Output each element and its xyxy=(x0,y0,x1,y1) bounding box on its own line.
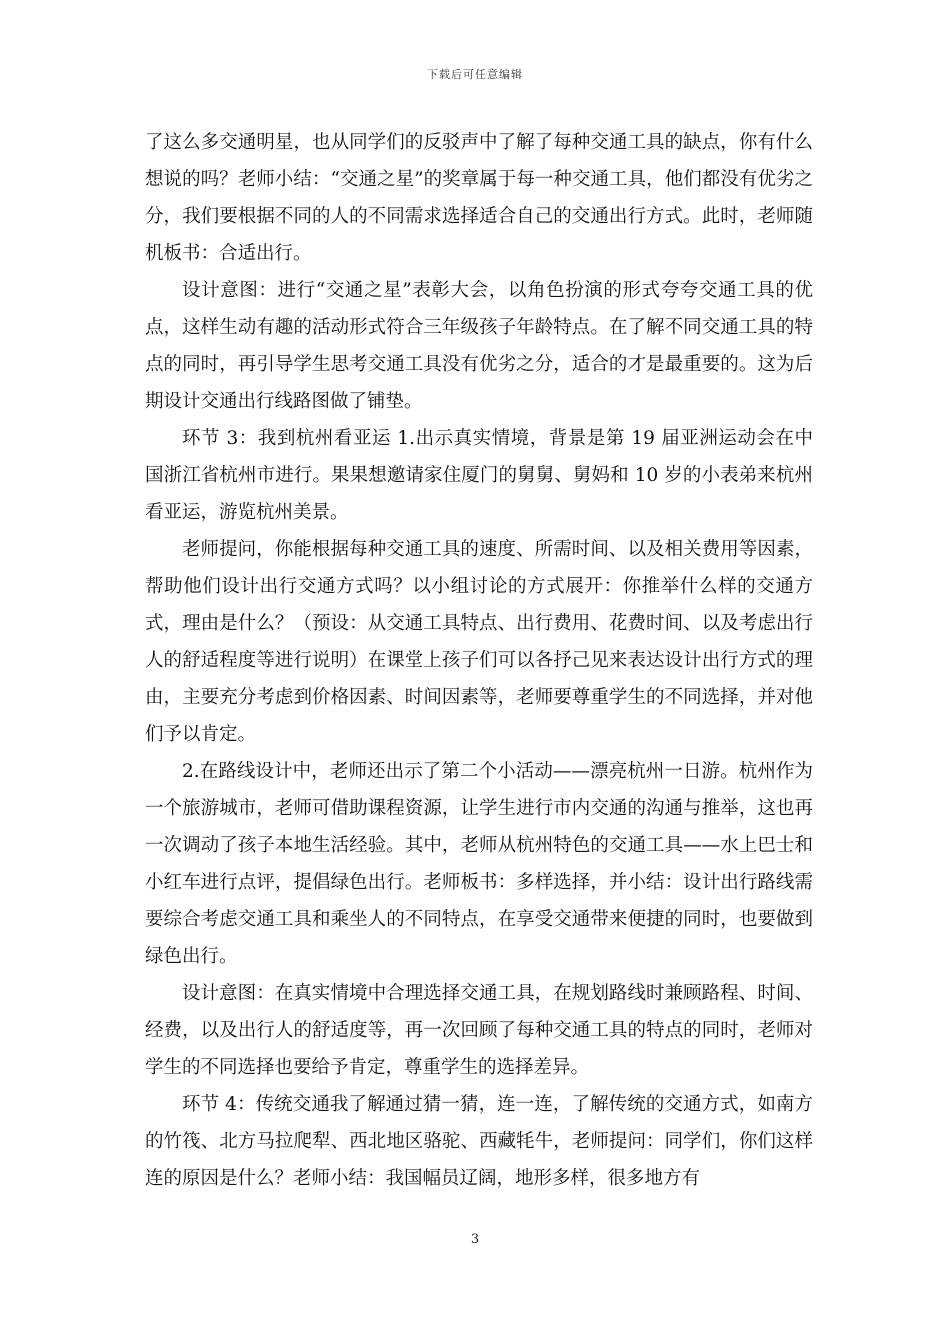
paragraph-6: 设计意图：在真实情境中合理选择交通工具，在规划路线时兼顾路程、时间、经费，以及出行人的舒适度等，再一次回顾了每种交通工具的特点的同时，老师对学生的不同选择也要给予肯定，尊重学生的选择差异。 xyxy=(145,983,813,1078)
page-header: 下载后可任意编辑 xyxy=(427,68,523,81)
paragraph-4: 老师提问，你能根据每种交通工具的速度、所需时间、以及相关费用等因素，帮助他们设计出行交通方式吗？以小组讨论的方式展开：你推举什么样的交通方式，理由是什么？（预设：从交通工具特点、出行费用、花费时间、以及考虑出行人的舒适程度等进行说明）在课堂上孩子们可以各抒己见来表达设计出行方式的理由，主要充分考虑到价格因素、时间因素等，老师要尊重学生的不同选择，并对他们予以肯定。 xyxy=(145,539,813,745)
paragraph-1: 了这么多交通明星，也从同学们的反驳声中了解了每种交通工具的缺点，你有什么想说的吗？老师小结：“交通之星”的奖章属于每一种交通工具，他们都没有优劣之分，我们要根据不同的人的不同需求选择适合自己的交通出行方式。此时，老师随机板书：合适出行。 xyxy=(145,132,813,264)
document-body xyxy=(145,124,813,1197)
paragraph-5: 2.在路线设计中，老师还出示了第二个小活动——漂亮杭州一日游。杭州作为一个旅游城市，老师可借助课程资源，让学生进行市内交通的沟通与推举，这也再一次调动了孩子本地生活经验。其中，老师从杭州特色的交通工具——水上巴士和小红车进行点评，提倡绿色出行。老师板书：多样选择，并小结：设计出行路线需要综合考虑交通工具和乘坐人的不同特点，在享受交通带来便捷的同时，也要做到绿色出行。 xyxy=(145,761,813,967)
paragraph-3: 环节 3：我到杭州看亚运 1.出示真实情境，背景是第 19 届亚洲运动会在中国浙江省杭州市进行。果果想邀请家住厦门的舅舅、舅妈和 10 岁的小表弟来杭州看亚运，游览杭州美景。 xyxy=(145,428,813,523)
page-number: 3 xyxy=(470,1232,480,1247)
paragraph-7: 环节 4：传统交通我了解通过猜一猜，连一连，了解传统的交通方式，如南方的竹筏、北方马拉爬犁、西北地区骆驼、西藏牦牛，老师提问：同学们，你们这样连的原因是什么？老师小结：我国幅员辽阔，地形多样，很多地方有 xyxy=(145,1094,813,1189)
paragraph-2: 设计意图：进行“交通之星”表彰大会，以角色扮演的形式夸夸交通工具的优点，这样生动有趣的活动形式符合三年级孩子年龄特点。在了解不同交通工具的特点的同时，再引导学生思考交通工具没有优劣之分，适合的才是最重要的。这为后期设计交通出行线路图做了铺垫。 xyxy=(145,280,813,412)
